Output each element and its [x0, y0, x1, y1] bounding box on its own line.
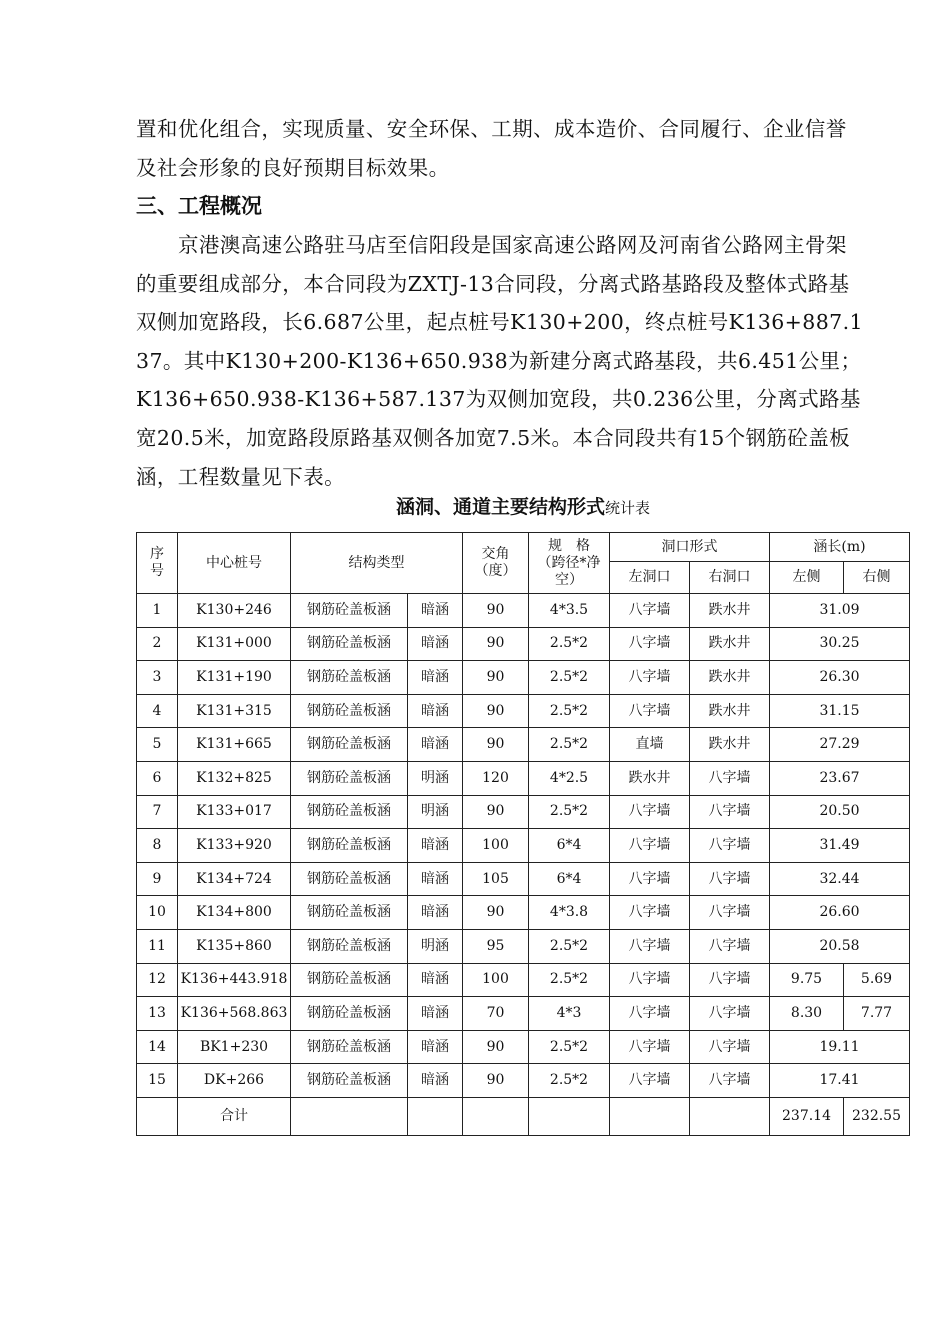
- row-angle: 90: [463, 594, 529, 628]
- row-seq: 13: [137, 997, 178, 1031]
- row-portal-right: 跌水井: [690, 627, 770, 661]
- row-station: K132+825: [178, 761, 291, 795]
- row-structure-type: 钢筋砼盖板涵: [291, 661, 408, 695]
- row-station: K136+443.918: [178, 963, 291, 997]
- row-portal-right: 跌水井: [690, 728, 770, 762]
- row-portal-right: 跌水井: [690, 661, 770, 695]
- row-angle: 70: [463, 997, 529, 1031]
- table-title-main: 涵洞、通道主要结构形式: [395, 496, 605, 518]
- row-length: 20.58: [770, 929, 910, 963]
- row-spec: 2.5*2: [529, 929, 610, 963]
- table-row: [137, 728, 910, 762]
- row-portal-right: 八字墙: [690, 795, 770, 829]
- row-angle: 100: [463, 963, 529, 997]
- total-empty-cell: [463, 1097, 529, 1135]
- culvert-table: [136, 532, 910, 1136]
- row-seq: 14: [137, 1030, 178, 1064]
- row-portal-right: 八字墙: [690, 761, 770, 795]
- table-row: [137, 963, 910, 997]
- row-structure-subtype: 暗涵: [408, 829, 463, 863]
- table-body: [137, 594, 910, 1098]
- row-station: K134+724: [178, 862, 291, 896]
- total-length-left: 237.14: [770, 1097, 844, 1135]
- row-spec: 2.5*2: [529, 963, 610, 997]
- row-station: K131+190: [178, 661, 291, 695]
- row-portal-left: 八字墙: [610, 795, 690, 829]
- total-label: 合计: [178, 1097, 291, 1135]
- row-structure-subtype: 暗涵: [408, 997, 463, 1031]
- row-spec: 2.5*2: [529, 694, 610, 728]
- row-portal-left: 八字墙: [610, 862, 690, 896]
- row-structure-subtype: 暗涵: [408, 728, 463, 762]
- row-portal-left: 八字墙: [610, 829, 690, 863]
- row-structure-type: 钢筋砼盖板涵: [291, 1030, 408, 1064]
- row-angle: 90: [463, 1064, 529, 1098]
- row-structure-type: 钢筋砼盖板涵: [291, 694, 408, 728]
- table-row: [137, 661, 910, 695]
- row-angle: 90: [463, 896, 529, 930]
- row-portal-right: 八字墙: [690, 829, 770, 863]
- row-spec: 4*3: [529, 997, 610, 1031]
- row-portal-right: 八字墙: [690, 929, 770, 963]
- row-seq: 3: [137, 661, 178, 695]
- row-structure-type: 钢筋砼盖板涵: [291, 929, 408, 963]
- row-structure-subtype: 暗涵: [408, 661, 463, 695]
- paragraph-top: 置和优化组合，实现质量、安全环保、工期、成本造价、合同履行、企业信誉及社会形象的良好预期目标效果。: [136, 117, 847, 180]
- header-angle: 交角（度）: [463, 533, 529, 594]
- total-empty-cell: [291, 1097, 408, 1135]
- row-length-right: 7.77: [844, 997, 910, 1031]
- row-structure-type: 钢筋砼盖板涵: [291, 997, 408, 1031]
- row-portal-left: 八字墙: [610, 1064, 690, 1098]
- header-station: 中心桩号: [178, 533, 291, 594]
- row-angle: 90: [463, 661, 529, 695]
- table-row: [137, 997, 910, 1031]
- row-angle: 95: [463, 929, 529, 963]
- row-length: 31.15: [770, 694, 910, 728]
- table-row: [137, 1030, 910, 1064]
- row-structure-subtype: 暗涵: [408, 627, 463, 661]
- row-length: 20.50: [770, 795, 910, 829]
- row-spec: 4*3.5: [529, 594, 610, 628]
- row-station: BK1+230: [178, 1030, 291, 1064]
- row-structure-type: 钢筋砼盖板涵: [291, 896, 408, 930]
- row-seq: 12: [137, 963, 178, 997]
- header-seq: 序号: [137, 533, 178, 594]
- row-structure-subtype: 暗涵: [408, 862, 463, 896]
- row-portal-left: 跌水井: [610, 761, 690, 795]
- row-angle: 105: [463, 862, 529, 896]
- header-length-right: 右侧: [844, 562, 910, 594]
- row-structure-type: 钢筋砼盖板涵: [291, 963, 408, 997]
- row-structure-subtype: 明涵: [408, 795, 463, 829]
- row-structure-type: 钢筋砼盖板涵: [291, 829, 408, 863]
- row-length: 23.67: [770, 761, 910, 795]
- row-portal-left: 八字墙: [610, 694, 690, 728]
- row-portal-left: 八字墙: [610, 896, 690, 930]
- total-empty-cell: [610, 1097, 690, 1135]
- total-empty-cell: [529, 1097, 610, 1135]
- row-portal-right: 跌水井: [690, 594, 770, 628]
- table-row: [137, 1064, 910, 1098]
- row-station: K131+000: [178, 627, 291, 661]
- row-seq: 2: [137, 627, 178, 661]
- header-structure-type: 结构类型: [291, 533, 463, 594]
- row-angle: 100: [463, 829, 529, 863]
- row-angle: 90: [463, 728, 529, 762]
- header-portal-left: 左洞口: [610, 562, 690, 594]
- row-portal-left: 八字墙: [610, 627, 690, 661]
- row-structure-type: 钢筋砼盖板涵: [291, 761, 408, 795]
- row-portal-right: 八字墙: [690, 1030, 770, 1064]
- row-length-left: 9.75: [770, 963, 844, 997]
- row-angle: 90: [463, 795, 529, 829]
- row-angle: 120: [463, 761, 529, 795]
- row-spec: 6*4: [529, 829, 610, 863]
- total-empty-cell: [690, 1097, 770, 1135]
- row-seq: 7: [137, 795, 178, 829]
- table-title-suffix: 统计表: [605, 499, 651, 517]
- row-portal-right: 跌水井: [690, 694, 770, 728]
- row-angle: 90: [463, 1030, 529, 1064]
- row-spec: 4*3.8: [529, 896, 610, 930]
- row-length: 31.49: [770, 829, 910, 863]
- row-structure-type: 钢筋砼盖板涵: [291, 594, 408, 628]
- table-row: [137, 795, 910, 829]
- row-structure-subtype: 暗涵: [408, 594, 463, 628]
- table-title: [136, 492, 910, 523]
- row-station: K135+860: [178, 929, 291, 963]
- table-row: [137, 896, 910, 930]
- row-structure-subtype: 暗涵: [408, 896, 463, 930]
- row-spec: 4*2.5: [529, 761, 610, 795]
- row-station: DK+266: [178, 1064, 291, 1098]
- row-seq: 4: [137, 694, 178, 728]
- table-row: [137, 594, 910, 628]
- row-portal-left: 直墙: [610, 728, 690, 762]
- row-portal-right: 八字墙: [690, 997, 770, 1031]
- row-spec: 2.5*2: [529, 795, 610, 829]
- row-station: K131+315: [178, 694, 291, 728]
- row-structure-type: 钢筋砼盖板涵: [291, 862, 408, 896]
- row-structure-subtype: 明涵: [408, 929, 463, 963]
- row-structure-subtype: 暗涵: [408, 1030, 463, 1064]
- row-seq: 6: [137, 761, 178, 795]
- row-length: 31.09: [770, 594, 910, 628]
- total-row: [137, 1097, 910, 1135]
- row-spec: 2.5*2: [529, 661, 610, 695]
- row-seq: 9: [137, 862, 178, 896]
- row-angle: 90: [463, 694, 529, 728]
- row-portal-left: 八字墙: [610, 594, 690, 628]
- table-row: [137, 761, 910, 795]
- table-row: [137, 929, 910, 963]
- row-seq: 10: [137, 896, 178, 930]
- row-station: K133+920: [178, 829, 291, 863]
- row-portal-left: 八字墙: [610, 1030, 690, 1064]
- row-length: 19.11: [770, 1030, 910, 1064]
- row-portal-right: 八字墙: [690, 1064, 770, 1098]
- row-portal-left: 八字墙: [610, 963, 690, 997]
- row-structure-subtype: 明涵: [408, 761, 463, 795]
- row-seq: 15: [137, 1064, 178, 1098]
- row-spec: 2.5*2: [529, 627, 610, 661]
- row-portal-right: 八字墙: [690, 963, 770, 997]
- row-seq: 11: [137, 929, 178, 963]
- total-seq-cell: [137, 1097, 178, 1135]
- row-portal-left: 八字墙: [610, 997, 690, 1031]
- row-portal-right: 八字墙: [690, 896, 770, 930]
- row-seq: 5: [137, 728, 178, 762]
- row-structure-type: 钢筋砼盖板涵: [291, 795, 408, 829]
- row-spec: 2.5*2: [529, 728, 610, 762]
- row-spec: 6*4: [529, 862, 610, 896]
- header-portal-form: 洞口形式: [610, 533, 770, 562]
- table-row: [137, 862, 910, 896]
- row-spec: 2.5*2: [529, 1064, 610, 1098]
- row-length-left: 8.30: [770, 997, 844, 1031]
- row-portal-left: 八字墙: [610, 661, 690, 695]
- row-structure-subtype: 暗涵: [408, 694, 463, 728]
- header-length-left: 左侧: [770, 562, 844, 594]
- row-angle: 90: [463, 627, 529, 661]
- row-length: 26.30: [770, 661, 910, 695]
- row-length: 17.41: [770, 1064, 910, 1098]
- row-structure-subtype: 暗涵: [408, 1064, 463, 1098]
- header-portal-right: 右洞口: [690, 562, 770, 594]
- header-spec: 规 格（跨径*净空）: [529, 533, 610, 594]
- row-portal-left: 八字墙: [610, 929, 690, 963]
- row-length-right: 5.69: [844, 963, 910, 997]
- table-row: [137, 627, 910, 661]
- row-structure-type: 钢筋砼盖板涵: [291, 1064, 408, 1098]
- row-seq: 8: [137, 829, 178, 863]
- row-station: K131+665: [178, 728, 291, 762]
- row-station: K133+017: [178, 795, 291, 829]
- total-empty-cell: [408, 1097, 463, 1135]
- header-length: 涵长(m): [770, 533, 910, 562]
- row-portal-right: 八字墙: [690, 862, 770, 896]
- row-structure-type: 钢筋砼盖板涵: [291, 627, 408, 661]
- table-row: [137, 694, 910, 728]
- row-station: K136+568.863: [178, 997, 291, 1031]
- row-seq: 1: [137, 594, 178, 628]
- row-structure-subtype: 暗涵: [408, 963, 463, 997]
- section-heading: 三、工程概况: [136, 194, 262, 218]
- row-station: K130+246: [178, 594, 291, 628]
- total-length-right: 232.55: [844, 1097, 910, 1135]
- row-length: 32.44: [770, 862, 910, 896]
- row-structure-type: 钢筋砼盖板涵: [291, 728, 408, 762]
- table-row: [137, 829, 910, 863]
- row-length: 27.29: [770, 728, 910, 762]
- row-length: 26.60: [770, 896, 910, 930]
- paragraph-main: 京港澳高速公路驻马店至信阳段是国家高速公路网及河南省公路网主骨架的重要组成部分，本合同段为ZXTJ-13合同段，分离式路基路段及整体式路基双侧加宽路段，长6.687公里，起点桩号K130+200，终点桩号K136+887.137。其中K130+200-K136+650.938为新建分离式路基段，共6.451公里；K136+650.938-K136+587.137为双侧加宽段，共0.236公里，分离式路基宽20.5米，加宽路段原路基双侧各加宽7.5米。本合同段共有15个钢筋砼盖板涵，工程数量见下表。: [136, 233, 863, 489]
- row-length: 30.25: [770, 627, 910, 661]
- row-station: K134+800: [178, 896, 291, 930]
- row-spec: 2.5*2: [529, 1030, 610, 1064]
